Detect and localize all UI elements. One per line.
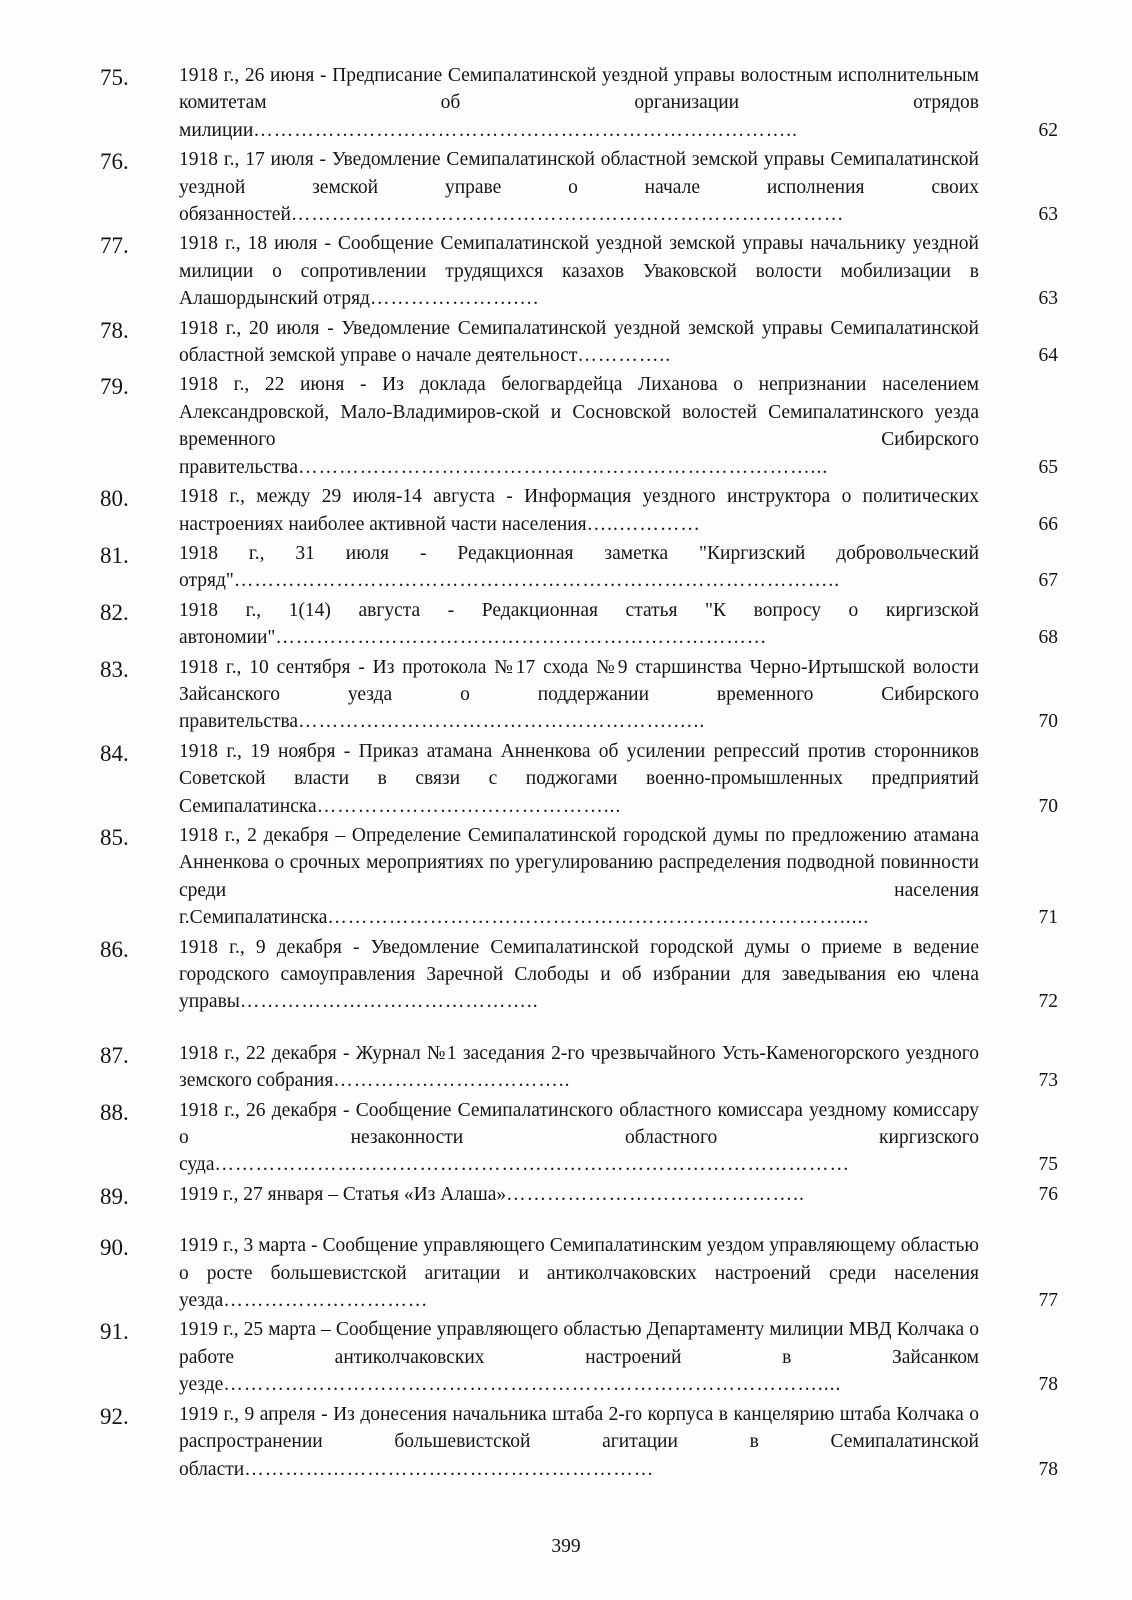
entry-number: 80. [100, 486, 129, 512]
dot-leader: …………………………………………………………………………….. [233, 570, 841, 592]
entry-text [179, 230, 979, 312]
entry-title: 1918 г., 1(14) августа - Редакционная статья "К вопросу о киргизской автономии" [179, 599, 979, 649]
entry-title: 1919 г., 3 марта - Сообщение управляющего Семипалатинским уездом управляющему областью о росте большевистской агитации и антиколчаковских настроений среди населения уезда [179, 1235, 979, 1312]
toc-entry [0, 483, 1132, 538]
entry-text [179, 1097, 979, 1179]
entry-text [179, 1401, 979, 1483]
entry-number: 75. [100, 65, 129, 90]
entry-title: 1918 г., 10 сентября - Из протокола №17 схода №9 старшинства Черно-Иртышской волости Зайсанского уезда о поддержании временного Сибирского правительства [179, 656, 979, 733]
entry-number: 91. [100, 1319, 129, 1345]
dot-leader: …………………………………….. [506, 1183, 805, 1205]
dot-leader: ………………….… [369, 288, 540, 310]
entry-text [179, 934, 979, 1016]
toc-entry [0, 654, 1132, 736]
entry-page: 78 [1038, 1374, 1058, 1396]
entry-title: 1918 г., 20 июля - Уведомление Семипалатинской уездной земской управы Семипалатинской областной земской управе о начале деятельност [179, 317, 979, 367]
entry-page: 76 [1038, 1183, 1058, 1205]
dot-leader: ……………………………………... [316, 795, 622, 817]
entry-page: 77 [1038, 1290, 1058, 1312]
entry-number: 79. [100, 374, 129, 400]
entry-number: 76. [100, 149, 129, 175]
entry-number: 90. [100, 1235, 129, 1261]
entry-text [179, 483, 979, 538]
entry-text [179, 597, 979, 652]
entry-page: 67 [1038, 570, 1058, 592]
entry-text [179, 540, 979, 595]
entry-text [179, 1181, 979, 1208]
entry-page: 70 [1038, 795, 1058, 817]
entry-number: 82. [100, 599, 129, 625]
toc-entry [0, 230, 1132, 312]
entry-title: 1919 г., 27 января – Статья «Из Алаша» [179, 1183, 507, 1205]
entry-number: 89. [100, 1183, 129, 1209]
entry-page: 73 [1038, 1070, 1058, 1092]
dot-leader: ………….. [577, 345, 672, 367]
page-number: 399 [551, 1536, 581, 1557]
toc-entry [0, 540, 1132, 595]
entry-page: 70 [1038, 711, 1058, 733]
entry-title: 1918 г., 31 июля - Редакционная заметка "Киргизский добровольческий отряд" [179, 542, 979, 592]
entry-text [179, 146, 979, 228]
dot-leader: ………………………………………………………………………………… [214, 1154, 850, 1176]
toc-entry [0, 597, 1132, 652]
entry-text [179, 738, 979, 820]
toc-entry [0, 315, 1132, 370]
entry-page: 63 [1038, 288, 1058, 310]
entry-text [179, 1232, 979, 1314]
entry-title: 1918 г., 9 декабря - Уведомление Семипалатинской городской думы о приеме в ведение городского самоуправления Заречной Слободы и об избрании для заведывания ею члена управы [179, 936, 979, 1013]
entry-number: 77. [100, 233, 129, 259]
entry-text [179, 654, 979, 736]
toc-entry [0, 738, 1132, 820]
dot-leader: ……………………………………………….….. [298, 711, 706, 733]
entry-title: 1918 г., 22 июня - Из доклада белогвардейца Лиханова о непризнании населением Александровской, Мало-Владимиров-ской и Сосновской волостей Семипалатинского уезда временного Сибирского правительства [179, 374, 979, 478]
entry-page: 75 [1038, 1154, 1058, 1176]
toc-entry [0, 1401, 1132, 1483]
entry-number: 87. [100, 1042, 129, 1068]
entry-page: 64 [1038, 345, 1058, 367]
entry-page: 72 [1038, 991, 1058, 1013]
toc-entry [0, 1040, 1132, 1095]
entry-text [179, 315, 979, 370]
dot-leader: ……………………………………………………………………… [290, 204, 845, 226]
entry-title: 1918 г., 2 декабря – Определение Семипалатинской городской думы по предложению атамана Анненкова о срочных мероприятиях по урегулированию распределения подводной повинности среди населения г.Семипалатинска [179, 824, 979, 929]
dot-leader: …………………………………………………………………..... [327, 907, 870, 929]
toc-entry [0, 62, 1132, 144]
entry-number: 88. [100, 1099, 129, 1125]
entry-text [179, 1316, 979, 1398]
dot-leader: …………………………….. [333, 1070, 571, 1092]
dot-leader: …………………………………………………………………... [298, 456, 829, 478]
entry-text [179, 371, 979, 481]
entry-title: 1918 г., 22 декабря - Журнал №1 заседания 2-го чрезвычайного Усть-Каменогорского уездного земского собрания [179, 1042, 979, 1092]
entry-number: 84. [100, 740, 129, 766]
entry-number: 81. [100, 542, 129, 568]
entry-title: 1918 г., 26 декабря - Сообщение Семипалатинского областного комиссара уездному комиссару о незаконности областного киргизского суда [179, 1099, 979, 1176]
dot-leader: …………………………………………………………………….. [253, 119, 798, 141]
entry-title: 1918 г., 26 июня - Предписание Семипалатинской уездной управы волостным исполнительным комитетам об организации отрядов милиции [179, 65, 979, 141]
table-of-contents [0, 62, 1132, 1485]
dot-leader: …………………………………………………………………………….... [223, 1374, 842, 1396]
entry-page: 68 [1038, 627, 1058, 649]
entry-title: 1918 г., 19 ноября - Приказ атамана Анненкова об усилении репрессий против сторонников Советской власти в связи с поджогами военно-промышленных предприятий Семипалатинска [179, 740, 979, 817]
entry-text [179, 822, 979, 932]
dot-leader: …..………… [586, 513, 701, 535]
entry-title: 1918 г., 17 июля - Уведомление Семипалатинской областной земской управы Семипалатинской уездной земской управе о начале исполнения своих обязанностей [179, 149, 979, 226]
entry-number: 83. [100, 656, 129, 682]
entry-number: 92. [100, 1403, 129, 1429]
dot-leader: ………………………… [223, 1290, 429, 1312]
toc-entry [0, 146, 1132, 228]
entry-title: 1919 г., 9 апреля - Из донесения начальника штаба 2-го корпуса в канцелярию штаба Колчака о распространении большевистской агитации в Семипалатинской области [179, 1403, 979, 1480]
entry-text [179, 62, 979, 144]
toc-entry [0, 1316, 1132, 1398]
toc-entry [0, 1097, 1132, 1179]
dot-leader: …………………………………….. [239, 991, 539, 1013]
entry-title: 1918 г., между 29 июля-14 августа - Информация уездного инструктора о политических настроениях наиболее активной части населения [179, 486, 979, 535]
entry-number: 85. [100, 824, 129, 850]
entry-text [179, 1040, 979, 1095]
dot-leader: ……………………………………………………………… [275, 627, 768, 649]
entry-page: 65 [1038, 456, 1058, 478]
entry-page: 78 [1038, 1458, 1058, 1480]
entry-title: 1919 г., 25 марта – Сообщение управляющего областью Департаменту милиции МВД Колчака о работе антиколчаковских настроений в Зайсанком уезде [179, 1319, 979, 1396]
entry-number: 78. [100, 317, 129, 343]
toc-entry [0, 371, 1132, 481]
entry-number: 86. [100, 936, 129, 962]
entry-page: 66 [1038, 513, 1058, 535]
toc-entry [0, 822, 1132, 932]
entry-page: 62 [1038, 119, 1058, 141]
toc-entry [0, 934, 1132, 1016]
dot-leader: …………………………………………………… [244, 1458, 655, 1480]
entry-page: 63 [1038, 204, 1058, 226]
entry-page: 71 [1038, 907, 1058, 929]
entry-title: 1918 г., 18 июля - Сообщение Семипалатинской уездной земской управы начальнику уездной милиции о сопротивлении трудящихся казахов Уваковской волости мобилизации в Алашордынский отряд [179, 233, 979, 310]
toc-entry [0, 1181, 1132, 1208]
toc-entry [0, 1232, 1132, 1314]
